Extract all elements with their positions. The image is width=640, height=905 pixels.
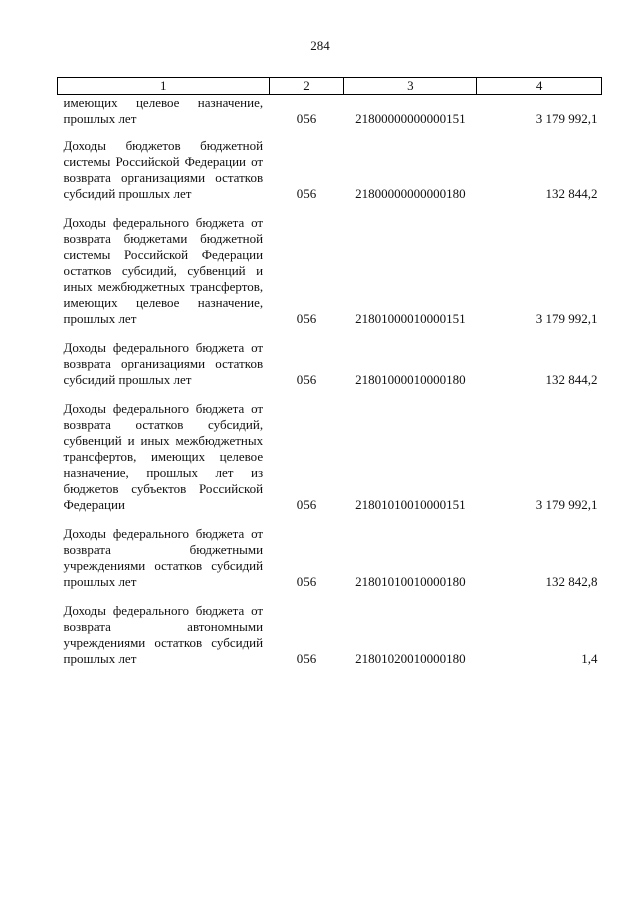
row-admin-code: 056 (296, 186, 317, 201)
row-description: Доходы бюджетов бюджетной системы Российской Федерации от возврата организациями остатков субсидий прошлых лет (63, 138, 264, 201)
column-header-2: 2 (269, 78, 344, 95)
row-admin-code: 056 (296, 651, 317, 666)
row-admin-code: 056 (296, 311, 317, 326)
table-header-row (58, 78, 602, 95)
column-header-3: 3 (344, 78, 477, 95)
column-header-4: 4 (477, 78, 602, 95)
row-description: Доходы федерального бюджета от возврата остатков субсидий, субвенций и иных межбюджетных трансфертов, имеющих целевое назначение, прошлых лет из бюджетов субъектов Российской Федерации (63, 401, 264, 512)
row-amount: 132 844,2 (545, 186, 598, 201)
row-budget-code: 21801000010000151 (355, 311, 466, 326)
row-budget-code: 21800000000000151 (355, 111, 466, 126)
row-budget-code: 21801010010000180 (355, 574, 466, 589)
table-row (58, 138, 602, 215)
row-amount: 3 179 992,1 (535, 497, 598, 512)
table-row (58, 603, 602, 680)
table-row (58, 526, 602, 603)
row-description: Доходы федерального бюджета от возврата бюджетными учреждениями остатков субсидий прошлых лет (63, 526, 264, 589)
table-row (58, 340, 602, 401)
row-admin-code: 056 (296, 497, 317, 512)
row-admin-code: 056 (296, 574, 317, 589)
row-description: имеющих целевое назначение, прошлых лет (63, 95, 264, 126)
row-description: Доходы федерального бюджета от возврата организациями остатков субсидий прошлых лет (63, 340, 264, 387)
row-admin-code: 056 (296, 111, 317, 126)
row-amount: 132 844,2 (545, 372, 598, 387)
row-description: Доходы федерального бюджета от возврата бюджетами бюджетной системы Российской Федерации остатков субсидий, субвенций и иных межбюджетных трансфертов, имеющих целевое назначение, прошлых лет (63, 215, 264, 326)
page-number: 284 (310, 38, 330, 53)
row-budget-code: 21801000010000180 (355, 372, 466, 387)
row-description: Доходы федерального бюджета от возврата автономными учреждениями остатков субсидий прошлых лет (63, 603, 264, 666)
table-row (58, 95, 602, 139)
column-header-1: 1 (58, 78, 270, 95)
table-row (58, 401, 602, 526)
row-amount: 1,4 (581, 651, 598, 666)
row-amount: 3 179 992,1 (535, 111, 598, 126)
row-budget-code: 21801020010000180 (355, 651, 466, 666)
budget-revenue-table (57, 77, 602, 680)
row-admin-code: 056 (296, 372, 317, 387)
row-budget-code: 21801010010000151 (355, 497, 466, 512)
row-amount: 132 842,8 (545, 574, 598, 589)
table-row (58, 215, 602, 340)
row-budget-code: 21800000000000180 (355, 186, 466, 201)
row-amount: 3 179 992,1 (535, 311, 598, 326)
